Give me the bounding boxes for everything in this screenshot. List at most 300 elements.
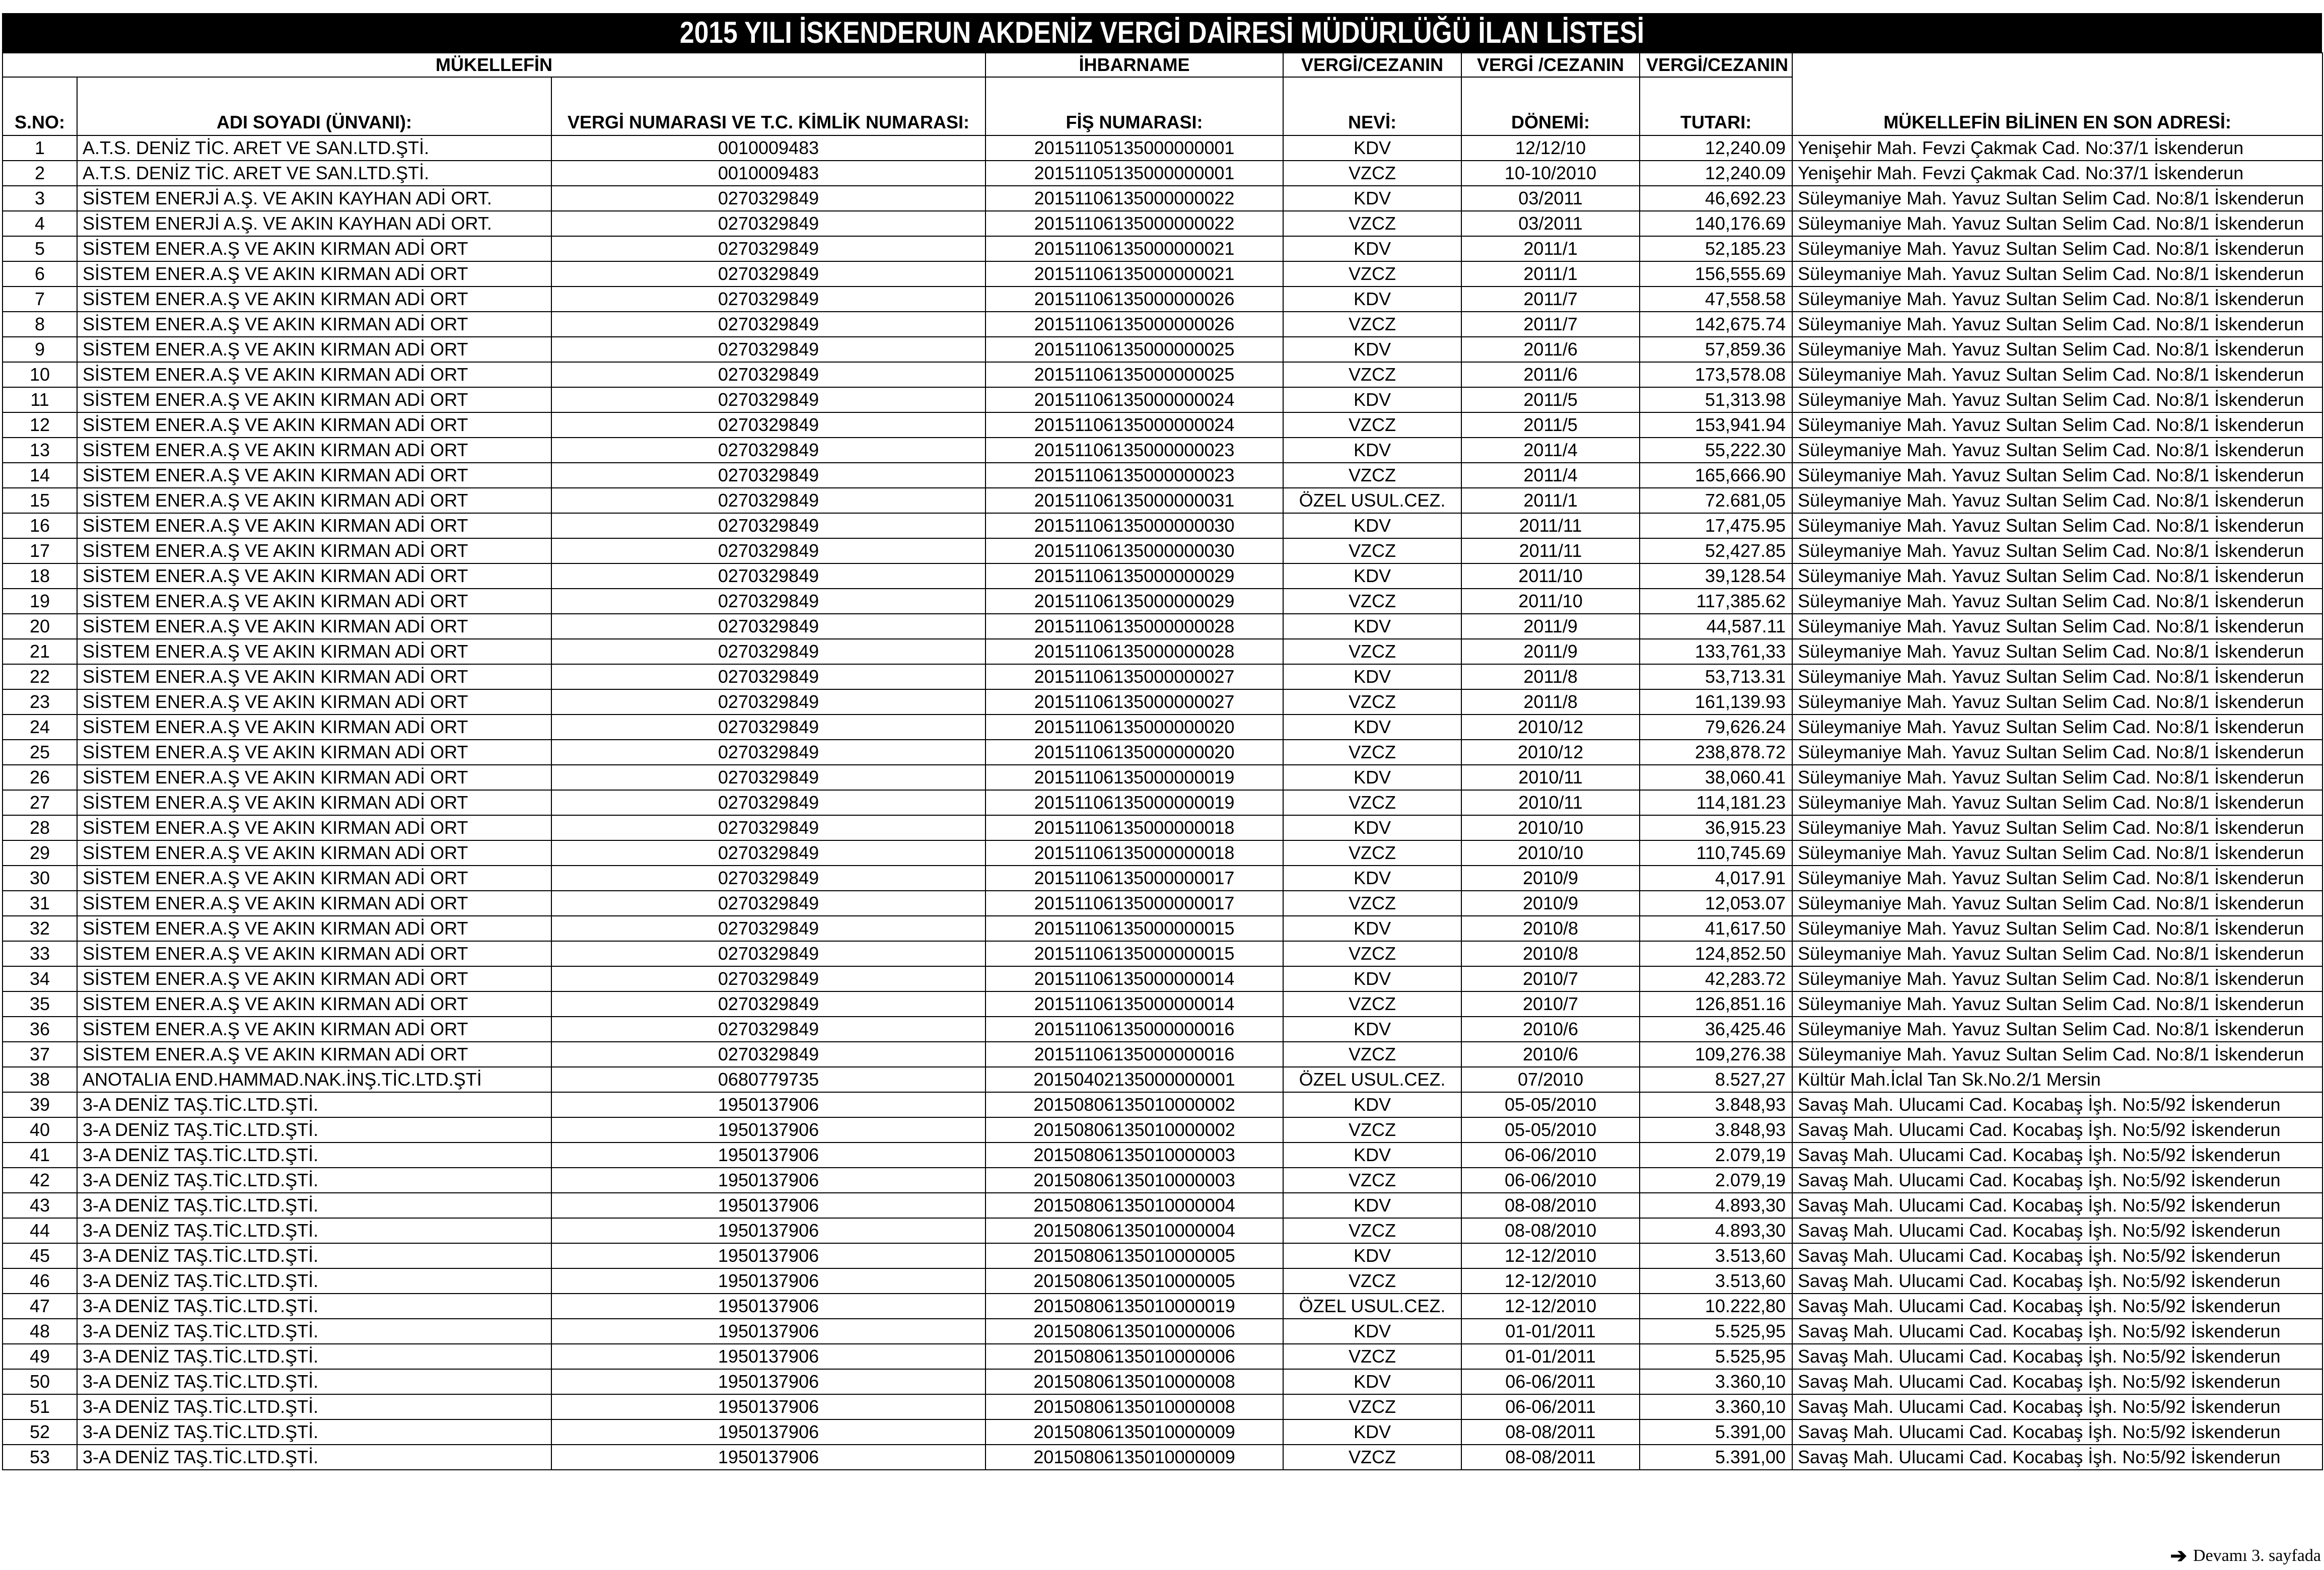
cell-tutar: 153,941.94 (1640, 412, 1792, 438)
header-mukellefin: MÜKELLEFİN (3, 53, 985, 77)
cell-vkn: 0010009483 (551, 161, 985, 186)
cell-name: 3-A DENİZ TAŞ.TİC.LTD.ŞTİ. (77, 1419, 551, 1445)
cell-fis: 20151106135000000025 (985, 337, 1283, 362)
cell-name: SİSTEM ENER.A.Ş VE AKIN KIRMAN ADİ ORT (77, 689, 551, 715)
cell-nevi: KDV (1283, 236, 1461, 261)
cell-nevi: KDV (1283, 815, 1461, 840)
cell-adres: Süleymaniye Mah. Yavuz Sultan Selim Cad. No:8/1 İskenderun (1792, 941, 2322, 966)
header-row-top (3, 53, 2322, 77)
cell-vkn: 0270329849 (551, 916, 985, 941)
table-row (3, 362, 2322, 387)
cell-adres: Süleymaniye Mah. Yavuz Sultan Selim Cad. No:8/1 İskenderun (1792, 891, 2322, 916)
cell-vkn: 0270329849 (551, 689, 985, 715)
cell-nevi: ÖZEL USUL.CEZ. (1283, 1067, 1461, 1092)
cell-vkn: 0680779735 (551, 1067, 985, 1092)
cell-vkn: 1950137906 (551, 1419, 985, 1445)
cell-donem: 2010/12 (1461, 715, 1640, 740)
cell-donem: 12-12/2010 (1461, 1294, 1640, 1319)
cell-donem: 12-12/2010 (1461, 1243, 1640, 1268)
cell-vkn: 0270329849 (551, 513, 985, 538)
table-row (3, 1218, 2322, 1243)
cell-fis: 20151106135000000015 (985, 916, 1283, 941)
cell-donem: 2010/6 (1461, 1042, 1640, 1067)
cell-vkn: 0270329849 (551, 639, 985, 664)
cell-fis: 20151106135000000031 (985, 488, 1283, 513)
cell-tutar: 133,761,33 (1640, 639, 1792, 664)
cell-tutar: 3.360,10 (1640, 1394, 1792, 1419)
cell-sno: 43 (3, 1193, 77, 1218)
table-row (3, 1243, 2322, 1268)
cell-adres: Süleymaniye Mah. Yavuz Sultan Selim Cad. No:8/1 İskenderun (1792, 589, 2322, 614)
cell-sno: 38 (3, 1067, 77, 1092)
header-vergi-cezanin-tutar: VERGİ/CEZANIN (1640, 53, 1792, 77)
cell-donem: 2011/6 (1461, 337, 1640, 362)
cell-adres: Süleymaniye Mah. Yavuz Sultan Selim Cad. No:8/1 İskenderun (1792, 412, 2322, 438)
cell-nevi: KDV (1283, 1243, 1461, 1268)
cell-name: ANOTALIA END.HAMMAD.NAK.İNŞ.TİC.LTD.ŞTİ (77, 1067, 551, 1092)
cell-sno: 32 (3, 916, 77, 941)
cell-nevi: KDV (1283, 1017, 1461, 1042)
table-row (3, 387, 2322, 412)
cell-sno: 28 (3, 815, 77, 840)
table-row (3, 1294, 2322, 1319)
cell-donem: 10-10/2010 (1461, 161, 1640, 186)
cell-adres: Savaş Mah. Ulucami Cad. Kocabaş İşh. No:5/92 İskenderun (1792, 1143, 2322, 1168)
cell-fis: 20150806135010000004 (985, 1193, 1283, 1218)
cell-name: 3-A DENİZ TAŞ.TİC.LTD.ŞTİ. (77, 1369, 551, 1394)
cell-sno: 41 (3, 1143, 77, 1168)
cell-vkn: 1950137906 (551, 1394, 985, 1419)
cell-fis: 20151106135000000019 (985, 790, 1283, 815)
cell-tutar: 12,240.09 (1640, 161, 1792, 186)
cell-tutar: 52,185.23 (1640, 236, 1792, 261)
cell-adres: Savaş Mah. Ulucami Cad. Kocabaş İşh. No:5/92 İskenderun (1792, 1243, 2322, 1268)
cell-vkn: 0270329849 (551, 287, 985, 312)
cell-donem: 2010/11 (1461, 790, 1640, 815)
cell-name: SİSTEM ENER.A.Ş VE AKIN KIRMAN ADİ ORT (77, 488, 551, 513)
cell-adres: Süleymaniye Mah. Yavuz Sultan Selim Cad. No:8/1 İskenderun (1792, 337, 2322, 362)
cell-fis: 20150806135010000003 (985, 1168, 1283, 1193)
cell-vkn: 1950137906 (551, 1117, 985, 1143)
header-vergi-cezanin-nevi: VERGİ/CEZANIN (1283, 53, 1461, 77)
cell-tutar: 4,017.91 (1640, 866, 1792, 891)
cell-name: SİSTEM ENER.A.Ş VE AKIN KIRMAN ADİ ORT (77, 941, 551, 966)
cell-fis: 20151106135000000030 (985, 513, 1283, 538)
cell-nevi: ÖZEL USUL.CEZ. (1283, 488, 1461, 513)
cell-tutar: 10.222,80 (1640, 1294, 1792, 1319)
table-row (3, 1445, 2322, 1470)
cell-vkn: 1950137906 (551, 1168, 985, 1193)
cell-donem: 06-06/2011 (1461, 1369, 1640, 1394)
cell-vkn: 1950137906 (551, 1243, 985, 1268)
cell-nevi: VZCZ (1283, 1042, 1461, 1067)
cell-adres: Süleymaniye Mah. Yavuz Sultan Selim Cad. No:8/1 İskenderun (1792, 966, 2322, 991)
cell-sno: 23 (3, 689, 77, 715)
table-row (3, 1143, 2322, 1168)
cell-fis: 20151106135000000021 (985, 236, 1283, 261)
cell-tutar: 110,745.69 (1640, 840, 1792, 866)
cell-sno: 4 (3, 211, 77, 236)
cell-tutar: 124,852.50 (1640, 941, 1792, 966)
cell-fis: 20151106135000000020 (985, 740, 1283, 765)
cell-donem: 2011/1 (1461, 488, 1640, 513)
cell-donem: 2011/1 (1461, 261, 1640, 287)
cell-donem: 2011/4 (1461, 463, 1640, 488)
cell-tutar: 114,181.23 (1640, 790, 1792, 815)
cell-adres: Süleymaniye Mah. Yavuz Sultan Selim Cad. No:8/1 İskenderun (1792, 840, 2322, 866)
cell-fis: 20151105135000000001 (985, 135, 1283, 161)
cell-vkn: 1950137906 (551, 1319, 985, 1344)
cell-nevi: VZCZ (1283, 639, 1461, 664)
cell-vkn: 1950137906 (551, 1218, 985, 1243)
cell-nevi: KDV (1283, 715, 1461, 740)
cell-vkn: 0270329849 (551, 438, 985, 463)
cell-tutar: 3.360,10 (1640, 1369, 1792, 1394)
cell-tutar: 8.527,27 (1640, 1067, 1792, 1092)
cell-name: SİSTEM ENER.A.Ş VE AKIN KIRMAN ADİ ORT (77, 412, 551, 438)
cell-tutar: 5.391,00 (1640, 1419, 1792, 1445)
cell-fis: 20151106135000000017 (985, 891, 1283, 916)
cell-donem: 08-08/2010 (1461, 1193, 1640, 1218)
cell-tutar: 12,053.07 (1640, 891, 1792, 916)
cell-adres: Süleymaniye Mah. Yavuz Sultan Selim Cad. No:8/1 İskenderun (1792, 312, 2322, 337)
cell-fis: 20151106135000000022 (985, 211, 1283, 236)
cell-sno: 40 (3, 1117, 77, 1143)
cell-adres: Savaş Mah. Ulucami Cad. Kocabaş İşh. No:5/92 İskenderun (1792, 1319, 2322, 1344)
cell-adres: Yenişehir Mah. Fevzi Çakmak Cad. No:37/1 İskenderun (1792, 135, 2322, 161)
table-row (3, 1344, 2322, 1369)
cell-tutar: 3.848,93 (1640, 1092, 1792, 1117)
cell-donem: 08-08/2011 (1461, 1419, 1640, 1445)
cell-donem: 12/12/10 (1461, 135, 1640, 161)
table-row (3, 211, 2322, 236)
cell-name: SİSTEM ENER.A.Ş VE AKIN KIRMAN ADİ ORT (77, 790, 551, 815)
table-row (3, 941, 2322, 966)
cell-tutar: 53,713.31 (1640, 664, 1792, 689)
cell-nevi: KDV (1283, 765, 1461, 790)
continuation-note (2170, 1544, 2321, 1567)
cell-fis: 20151106135000000015 (985, 941, 1283, 966)
cell-adres: Savaş Mah. Ulucami Cad. Kocabaş İşh. No:5/92 İskenderun (1792, 1168, 2322, 1193)
cell-name: SİSTEM ENER.A.Ş VE AKIN KIRMAN ADİ ORT (77, 563, 551, 589)
cell-nevi: VZCZ (1283, 1268, 1461, 1294)
cell-donem: 06-06/2010 (1461, 1143, 1640, 1168)
header-ihbarname: İHBARNAME (985, 53, 1283, 77)
cell-name: 3-A DENİZ TAŞ.TİC.LTD.ŞTİ. (77, 1394, 551, 1419)
cell-adres: Süleymaniye Mah. Yavuz Sultan Selim Cad. No:8/1 İskenderun (1792, 287, 2322, 312)
cell-fis: 20150806135010000019 (985, 1294, 1283, 1319)
cell-donem: 2010/10 (1461, 815, 1640, 840)
header-blank (1792, 53, 2322, 77)
cell-donem: 2010/8 (1461, 941, 1640, 966)
cell-nevi: KDV (1283, 438, 1461, 463)
page-title: 2015 YILI İSKENDERUN AKDENİZ VERGİ DAİRESİ MÜDÜRLÜĞÜ İLAN LİSTESİ (164, 13, 2159, 52)
cell-name: SİSTEM ENER.A.Ş VE AKIN KIRMAN ADİ ORT (77, 840, 551, 866)
cell-sno: 11 (3, 387, 77, 412)
cell-nevi: VZCZ (1283, 312, 1461, 337)
cell-donem: 2011/7 (1461, 312, 1640, 337)
cell-name: 3-A DENİZ TAŞ.TİC.LTD.ŞTİ. (77, 1344, 551, 1369)
cell-nevi: KDV (1283, 1419, 1461, 1445)
cell-name: SİSTEM ENER.A.Ş VE AKIN KIRMAN ADİ ORT (77, 362, 551, 387)
table-row (3, 1419, 2322, 1445)
cell-fis: 20151105135000000001 (985, 161, 1283, 186)
cell-donem: 03/2011 (1461, 211, 1640, 236)
cell-sno: 33 (3, 941, 77, 966)
cell-tutar: 2.079,19 (1640, 1143, 1792, 1168)
cell-vkn: 0270329849 (551, 765, 985, 790)
cell-tutar: 52,427.85 (1640, 538, 1792, 563)
cell-sno: 17 (3, 538, 77, 563)
table-row (3, 765, 2322, 790)
cell-name: SİSTEM ENER.A.Ş VE AKIN KIRMAN ADİ ORT (77, 916, 551, 941)
arrow-right-icon: ➔ (2170, 1544, 2188, 1567)
header-fis: FİŞ NUMARASI: (985, 77, 1283, 135)
cell-sno: 18 (3, 563, 77, 589)
cell-sno: 26 (3, 765, 77, 790)
cell-donem: 05-05/2010 (1461, 1092, 1640, 1117)
cell-donem: 2011/11 (1461, 513, 1640, 538)
cell-adres: Savaş Mah. Ulucami Cad. Kocabaş İşh. No:5/92 İskenderun (1792, 1369, 2322, 1394)
cell-tutar: 44,587.11 (1640, 614, 1792, 639)
cell-adres: Süleymaniye Mah. Yavuz Sultan Selim Cad. No:8/1 İskenderun (1792, 790, 2322, 815)
header-sno: S.NO: (3, 77, 77, 135)
cell-fis: 20151106135000000025 (985, 362, 1283, 387)
cell-vkn: 0270329849 (551, 362, 985, 387)
cell-nevi: KDV (1283, 1143, 1461, 1168)
cell-adres: Süleymaniye Mah. Yavuz Sultan Selim Cad. No:8/1 İskenderun (1792, 991, 2322, 1017)
cell-adres: Süleymaniye Mah. Yavuz Sultan Selim Cad. No:8/1 İskenderun (1792, 463, 2322, 488)
cell-vkn: 0270329849 (551, 866, 985, 891)
cell-name: 3-A DENİZ TAŞ.TİC.LTD.ŞTİ. (77, 1294, 551, 1319)
cell-tutar: 5.525,95 (1640, 1319, 1792, 1344)
table-row (3, 186, 2322, 211)
header-vkn: VERGİ NUMARASI VE T.C. KİMLİK NUMARASI: (551, 77, 985, 135)
announcement-sheet (2, 13, 2322, 1470)
cell-name: SİSTEM ENER.A.Ş VE AKIN KIRMAN ADİ ORT (77, 815, 551, 840)
cell-nevi: VZCZ (1283, 211, 1461, 236)
cell-fis: 20150806135010000003 (985, 1143, 1283, 1168)
cell-name: 3-A DENİZ TAŞ.TİC.LTD.ŞTİ. (77, 1193, 551, 1218)
cell-name: SİSTEM ENER.A.Ş VE AKIN KIRMAN ADİ ORT (77, 966, 551, 991)
cell-sno: 45 (3, 1243, 77, 1268)
cell-sno: 36 (3, 1017, 77, 1042)
cell-adres: Süleymaniye Mah. Yavuz Sultan Selim Cad. No:8/1 İskenderun (1792, 513, 2322, 538)
cell-vkn: 1950137906 (551, 1092, 985, 1117)
cell-sno: 31 (3, 891, 77, 916)
table-row (3, 563, 2322, 589)
cell-vkn: 1950137906 (551, 1369, 985, 1394)
cell-nevi: VZCZ (1283, 261, 1461, 287)
cell-donem: 2010/6 (1461, 1017, 1640, 1042)
cell-adres: Savaş Mah. Ulucami Cad. Kocabaş İşh. No:5/92 İskenderun (1792, 1419, 2322, 1445)
table-row (3, 513, 2322, 538)
cell-vkn: 1950137906 (551, 1143, 985, 1168)
cell-nevi: VZCZ (1283, 412, 1461, 438)
cell-sno: 37 (3, 1042, 77, 1067)
cell-fis: 20151106135000000019 (985, 765, 1283, 790)
cell-vkn: 1950137906 (551, 1344, 985, 1369)
cell-adres: Süleymaniye Mah. Yavuz Sultan Selim Cad. No:8/1 İskenderun (1792, 765, 2322, 790)
cell-adres: Süleymaniye Mah. Yavuz Sultan Selim Cad. No:8/1 İskenderun (1792, 362, 2322, 387)
cell-vkn: 1950137906 (551, 1193, 985, 1218)
cell-nevi: VZCZ (1283, 790, 1461, 815)
table-row (3, 639, 2322, 664)
cell-vkn: 0270329849 (551, 614, 985, 639)
cell-nevi: VZCZ (1283, 941, 1461, 966)
cell-fis: 20151106135000000016 (985, 1017, 1283, 1042)
table-row (3, 1092, 2322, 1117)
table-row (3, 312, 2322, 337)
cell-fis: 20151106135000000028 (985, 614, 1283, 639)
cell-vkn: 0270329849 (551, 236, 985, 261)
cell-nevi: KDV (1283, 135, 1461, 161)
cell-nevi: VZCZ (1283, 991, 1461, 1017)
cell-vkn: 0010009483 (551, 135, 985, 161)
cell-tutar: 17,475.95 (1640, 513, 1792, 538)
cell-fis: 20151106135000000029 (985, 589, 1283, 614)
cell-donem: 08-08/2010 (1461, 1218, 1640, 1243)
cell-fis: 20150806135010000006 (985, 1344, 1283, 1369)
cell-adres: Süleymaniye Mah. Yavuz Sultan Selim Cad. No:8/1 İskenderun (1792, 715, 2322, 740)
table-row (3, 589, 2322, 614)
cell-nevi: VZCZ (1283, 840, 1461, 866)
cell-tutar: 4.893,30 (1640, 1193, 1792, 1218)
cell-sno: 6 (3, 261, 77, 287)
cell-nevi: KDV (1283, 563, 1461, 589)
cell-tutar: 57,859.36 (1640, 337, 1792, 362)
cell-adres: Süleymaniye Mah. Yavuz Sultan Selim Cad. No:8/1 İskenderun (1792, 488, 2322, 513)
cell-donem: 2010/11 (1461, 765, 1640, 790)
cell-tutar: 165,666.90 (1640, 463, 1792, 488)
cell-fis: 20151106135000000023 (985, 463, 1283, 488)
cell-name: SİSTEM ENER.A.Ş VE AKIN KIRMAN ADİ ORT (77, 438, 551, 463)
cell-donem: 06-06/2010 (1461, 1168, 1640, 1193)
cell-nevi: KDV (1283, 1092, 1461, 1117)
cell-name: SİSTEM ENER.A.Ş VE AKIN KIRMAN ADİ ORT (77, 463, 551, 488)
cell-vkn: 0270329849 (551, 664, 985, 689)
cell-adres: Süleymaniye Mah. Yavuz Sultan Selim Cad. No:8/1 İskenderun (1792, 387, 2322, 412)
cell-nevi: VZCZ (1283, 1344, 1461, 1369)
table-row (3, 287, 2322, 312)
cell-adres: Süleymaniye Mah. Yavuz Sultan Selim Cad. No:8/1 İskenderun (1792, 866, 2322, 891)
cell-donem: 12-12/2010 (1461, 1268, 1640, 1294)
cell-donem: 2011/11 (1461, 538, 1640, 563)
cell-tutar: 47,558.58 (1640, 287, 1792, 312)
table-row (3, 1193, 2322, 1218)
cell-sno: 29 (3, 840, 77, 866)
table-row (3, 740, 2322, 765)
cell-nevi: VZCZ (1283, 161, 1461, 186)
cell-sno: 19 (3, 589, 77, 614)
table-row (3, 790, 2322, 815)
cell-name: SİSTEM ENER.A.Ş VE AKIN KIRMAN ADİ ORT (77, 765, 551, 790)
cell-adres: Savaş Mah. Ulucami Cad. Kocabaş İşh. No:5/92 İskenderun (1792, 1092, 2322, 1117)
cell-vkn: 0270329849 (551, 387, 985, 412)
cell-vkn: 0270329849 (551, 991, 985, 1017)
cell-nevi: KDV (1283, 287, 1461, 312)
cell-name: SİSTEM ENER.A.Ş VE AKIN KIRMAN ADİ ORT (77, 891, 551, 916)
cell-nevi: VZCZ (1283, 362, 1461, 387)
cell-tutar: 2.079,19 (1640, 1168, 1792, 1193)
title-bar (2, 13, 2322, 52)
table-row (3, 1268, 2322, 1294)
header-donem: DÖNEMİ: (1461, 77, 1640, 135)
cell-nevi: VZCZ (1283, 1445, 1461, 1470)
table-row (3, 1369, 2322, 1394)
cell-name: 3-A DENİZ TAŞ.TİC.LTD.ŞTİ. (77, 1092, 551, 1117)
cell-vkn: 0270329849 (551, 563, 985, 589)
cell-vkn: 0270329849 (551, 211, 985, 236)
cell-name: SİSTEM ENER.A.Ş VE AKIN KIRMAN ADİ ORT (77, 236, 551, 261)
cell-donem: 01-01/2011 (1461, 1344, 1640, 1369)
cell-donem: 08-08/2011 (1461, 1445, 1640, 1470)
cell-name: 3-A DENİZ TAŞ.TİC.LTD.ŞTİ. (77, 1319, 551, 1344)
cell-nevi: KDV (1283, 866, 1461, 891)
cell-name: SİSTEM ENER.A.Ş VE AKIN KIRMAN ADİ ORT (77, 538, 551, 563)
cell-sno: 27 (3, 790, 77, 815)
cell-tutar: 55,222.30 (1640, 438, 1792, 463)
cell-sno: 53 (3, 1445, 77, 1470)
cell-name: 3-A DENİZ TAŞ.TİC.LTD.ŞTİ. (77, 1268, 551, 1294)
cell-adres: Savaş Mah. Ulucami Cad. Kocabaş İşh. No:5/92 İskenderun (1792, 1117, 2322, 1143)
cell-sno: 21 (3, 639, 77, 664)
cell-sno: 13 (3, 438, 77, 463)
cell-sno: 46 (3, 1268, 77, 1294)
cell-nevi: VZCZ (1283, 1218, 1461, 1243)
table-row (3, 261, 2322, 287)
cell-tutar: 3.513,60 (1640, 1268, 1792, 1294)
cell-tutar: 79,626.24 (1640, 715, 1792, 740)
cell-tutar: 140,176.69 (1640, 211, 1792, 236)
cell-fis: 20151106135000000026 (985, 287, 1283, 312)
cell-sno: 51 (3, 1394, 77, 1419)
cell-fis: 20151106135000000028 (985, 639, 1283, 664)
cell-donem: 2011/8 (1461, 664, 1640, 689)
cell-name: SİSTEM ENER.A.Ş VE AKIN KIRMAN ADİ ORT (77, 664, 551, 689)
cell-name: 3-A DENİZ TAŞ.TİC.LTD.ŞTİ. (77, 1168, 551, 1193)
cell-name: 3-A DENİZ TAŞ.TİC.LTD.ŞTİ. (77, 1445, 551, 1470)
cell-tutar: 42,283.72 (1640, 966, 1792, 991)
cell-vkn: 0270329849 (551, 815, 985, 840)
cell-name: SİSTEM ENER.A.Ş VE AKIN KIRMAN ADİ ORT (77, 312, 551, 337)
cell-tutar: 36,425.46 (1640, 1017, 1792, 1042)
cell-name: SİSTEM ENER.A.Ş VE AKIN KIRMAN ADİ ORT (77, 1017, 551, 1042)
table-row (3, 1319, 2322, 1344)
cell-tutar: 161,139.93 (1640, 689, 1792, 715)
table-row (3, 538, 2322, 563)
cell-donem: 2011/5 (1461, 387, 1640, 412)
cell-sno: 2 (3, 161, 77, 186)
cell-nevi: KDV (1283, 916, 1461, 941)
cell-tutar: 41,617.50 (1640, 916, 1792, 941)
table-row (3, 991, 2322, 1017)
cell-donem: 05-05/2010 (1461, 1117, 1640, 1143)
cell-sno: 30 (3, 866, 77, 891)
cell-fis: 20151106135000000018 (985, 815, 1283, 840)
cell-tutar: 142,675.74 (1640, 312, 1792, 337)
table-row (3, 866, 2322, 891)
table-row (3, 715, 2322, 740)
cell-adres: Savaş Mah. Ulucami Cad. Kocabaş İşh. No:5/92 İskenderun (1792, 1268, 2322, 1294)
cell-sno: 7 (3, 287, 77, 312)
table-row (3, 488, 2322, 513)
cell-name: SİSTEM ENER.A.Ş VE AKIN KIRMAN ADİ ORT (77, 639, 551, 664)
header-adres: MÜKELLEFİN BİLİNEN EN SON ADRESİ: (1792, 77, 2322, 135)
cell-donem: 03/2011 (1461, 186, 1640, 211)
cell-tutar: 238,878.72 (1640, 740, 1792, 765)
cell-donem: 2010/12 (1461, 740, 1640, 765)
